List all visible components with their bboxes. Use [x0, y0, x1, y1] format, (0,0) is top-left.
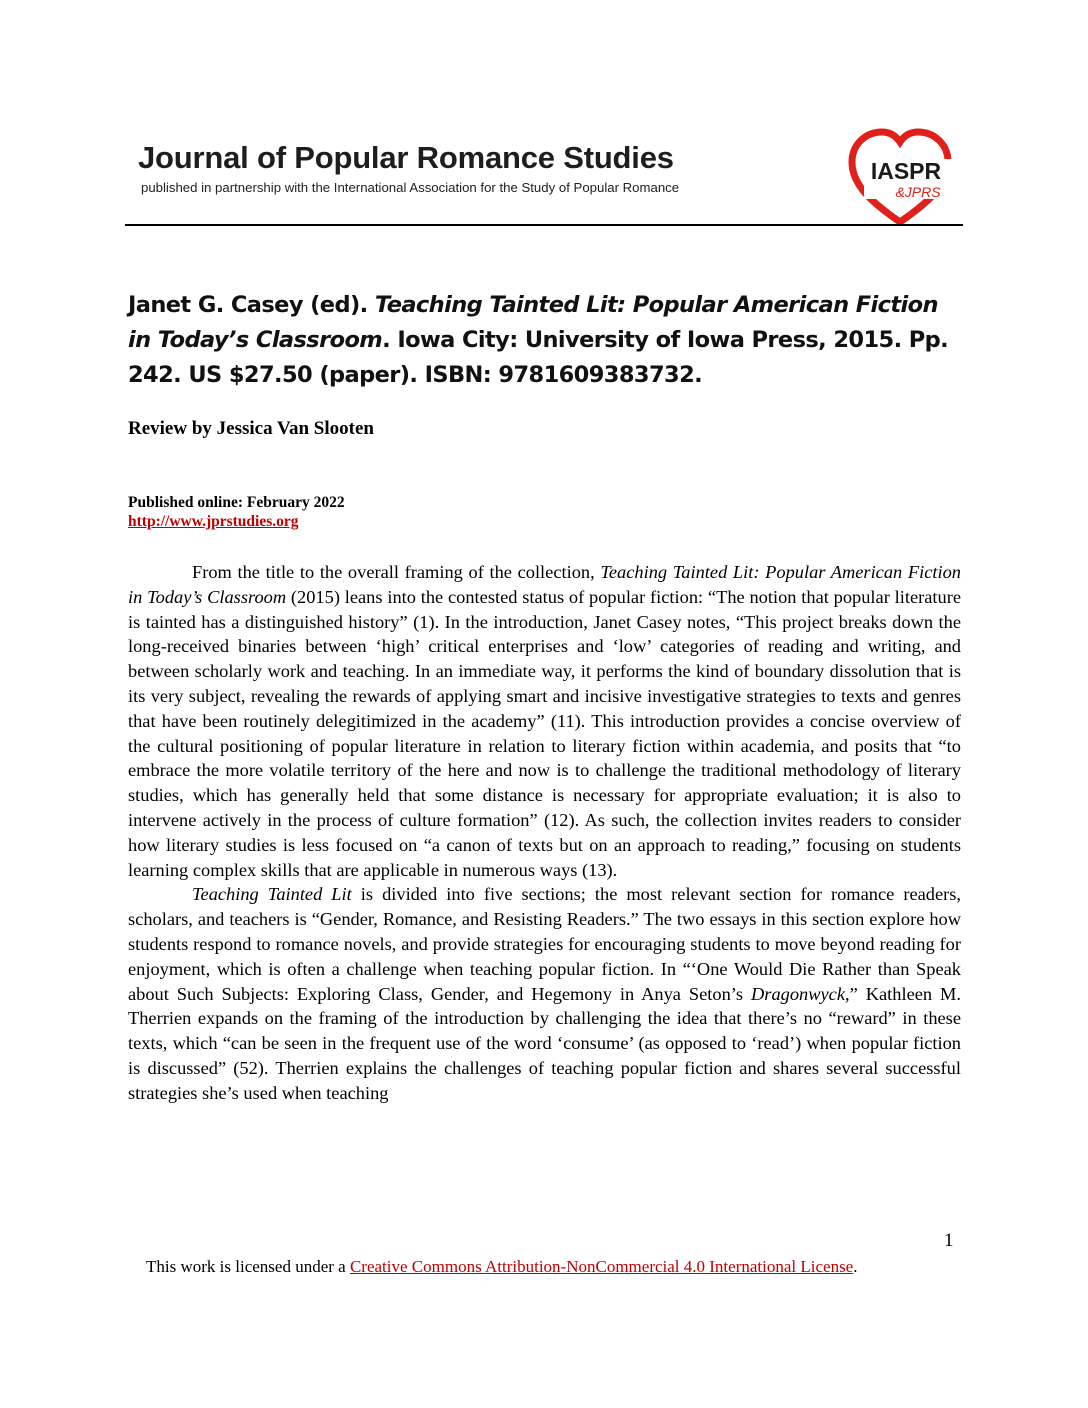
journal-title: Journal of Popular Romance Studies: [138, 140, 674, 175]
published-date: Published online: February 2022: [128, 494, 345, 511]
page-number: 1: [944, 1230, 954, 1251]
book-author: Janet G. Casey (ed).: [128, 292, 368, 318]
header-divider: [125, 224, 963, 226]
body-paragraph: [128, 882, 961, 1105]
text-run: ,” Kathleen M. Therrien expands on the framing of the introduction by challenging the idea that there’s no “reward” in these texts, which “can be seen in the frequent use of the word ‘consume’ (as opposed to ‘read’) when popular fiction is discussed” (52). Therrien explains the challenges of teaching popular fiction and shares several successful strategies she’s used when teaching: [128, 983, 961, 1103]
body-paragraph: [128, 560, 961, 882]
logo-text-jprs: &JPRS: [895, 184, 941, 200]
heart-logo-icon: [844, 126, 956, 226]
book-citation: [128, 288, 964, 393]
license-link[interactable]: Creative Commons Attribution-NonCommercial 4.0 International License: [349, 1257, 854, 1276]
license-prefix: This work is licensed under a: [146, 1257, 350, 1276]
license-suffix: .: [853, 1257, 858, 1276]
italic-text: Teaching Tainted Lit: Popular American Fiction in Today’s Classroom: [128, 562, 961, 607]
italic-text: Teaching Tainted Lit: [192, 884, 352, 905]
license-notice: [146, 1255, 866, 1278]
text-run: is divided into five sections; the most relevant section for romance readers, scholars, and teachers is “Gender, Romance, and Resisting Readers.” The two essays in this section explore how students respond to romance novels, and provide strategies for encouraging students to move beyond reading for enjoyment, which is often a challenge when teaching popular fiction. In “‘One Would Die Rather than Speak about Such Subjects: Exploring Class, Gender, and Hegemony in Anya Seton’s: [128, 884, 962, 1004]
reviewer-byline: Review by Jessica Van Slooten: [128, 418, 374, 439]
review-body: [128, 560, 961, 1106]
book-title: Teaching Tainted Lit: Popular American Fiction in Today’s Classroom: [128, 292, 938, 353]
text-run: (2015) leans into the contested status of popular fiction: “The notion that popular literature is tainted has a distinguished history” (1). In the introduction, Janet Casey notes, “This project breaks down the long-received binaries between ‘high’ critical enterprises and ‘low’ categories of reading and writing, and between scholarly work and teaching. In an immediate way, it performs the kind of boundary dissolution that is its very subject, revealing the rewards of applying smart and incisive investigative strategies to texts and genres that have been routinely delegitimized in the academy” (11). This introduction provides a concise overview of the cultural positioning of popular literature in relation to literary fiction within academia, and posits that “to embrace the more volatile territory of the here and now is to challenge the traditional methodology of literary studies, which has generally held that some distance is necessary for appropriate evaluation; it is also to intervene actively in the process of culture formation” (12). As such, the collection invites readers to consider how literary studies is less focused on “a canon of texts but on an approach to reading,” focusing on students learning complex skills that are applicable in numerous ways (13).: [128, 586, 961, 880]
journal-subtitle: published in partnership with the International Association for the Study of Popular Romance: [141, 180, 680, 195]
logo-text-iaspr: IASPR: [870, 158, 942, 184]
text-run: From the title to the overall framing of the collection,: [192, 562, 601, 582]
book-publication: . Iowa City: University of Iowa Press, 2015. Pp. 242. US $27.50 (paper). ISBN: 9781609383732.: [128, 327, 949, 388]
journal-url-link[interactable]: http://www.jprstudies.org: [128, 513, 299, 530]
italic-text: Dragonwyck: [751, 983, 845, 1004]
